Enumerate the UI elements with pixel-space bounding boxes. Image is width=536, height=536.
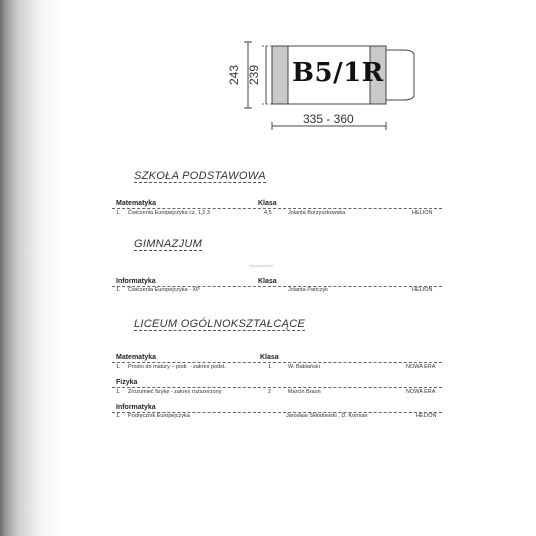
faint-stamp: Wydawnictwo [249, 263, 274, 268]
dimension-height-outer: 243 [227, 64, 242, 86]
row-publisher: HELION [412, 210, 433, 216]
cover-code: B5/1R [292, 58, 384, 88]
list-item [116, 389, 446, 397]
row-number: 1. [116, 210, 121, 216]
row-publisher: HELION [412, 287, 433, 293]
row-klasa: 4,5 [264, 210, 272, 216]
klasa-header: Klasa [260, 354, 279, 361]
subject-fizyka: Fizyka [116, 379, 138, 386]
subject-matematyka: Matematyka [116, 200, 157, 207]
row-number: 1. [116, 389, 121, 395]
row-author: Marcin Braun [288, 389, 321, 395]
row-publisher: NOWA ERA [406, 364, 436, 370]
row-title: Podręcznik Europejczyka [128, 413, 190, 419]
row-klasa: 2 [268, 389, 272, 395]
row-author: Jolanta Borzyszkowska [288, 210, 346, 216]
klasa-header: Klasa [258, 200, 277, 207]
row-author: Jolanta Pańczyk [288, 287, 329, 293]
section-title-gimnazjum: GIMNAZJUM [134, 238, 203, 250]
row-number: 1. [116, 287, 121, 293]
row-klasa: 1 [268, 364, 272, 370]
row-publisher: HELION [416, 413, 437, 419]
list-item [116, 413, 446, 421]
divider [112, 362, 442, 363]
row-author: Jarosław Skłodowski , D. Korman [286, 413, 368, 419]
list-item [116, 364, 446, 372]
dimension-width: 335 - 360 [303, 112, 354, 126]
subject-informatyka: Informatyka [116, 404, 156, 411]
book-cover-diagram [0, 0, 536, 160]
row-title: Zrozumieć fizykę - zakres rozszerzony [128, 389, 222, 395]
section-title-szkola: SZKOŁA PODSTAWOWA [134, 170, 266, 182]
subject-informatyka: Informatyka [116, 278, 156, 285]
subject-matematyka: Matematyka [116, 354, 157, 361]
row-title: Ćwiczenia Europejczyka - XP [128, 287, 200, 293]
list-item [116, 287, 446, 295]
row-number: 1. [116, 413, 121, 419]
row-number: 1. [116, 364, 121, 370]
row-title: Ćwiczenia Europejczyka cz. 1,2,3 [128, 210, 210, 216]
dimension-height-inner: 239 [247, 64, 262, 86]
row-publisher: NOWA ERA [406, 389, 436, 395]
section-title-liceum: LICEUM OGÓLNOKSZTAŁCĄCE [134, 318, 306, 330]
klasa-header: Klasa [258, 278, 277, 285]
divider [112, 208, 442, 209]
list-item [116, 210, 446, 218]
row-author: W. Babiański [288, 364, 320, 370]
divider [112, 387, 442, 388]
row-title: Prosto do matury – podr. - zakres podst. [128, 364, 226, 370]
